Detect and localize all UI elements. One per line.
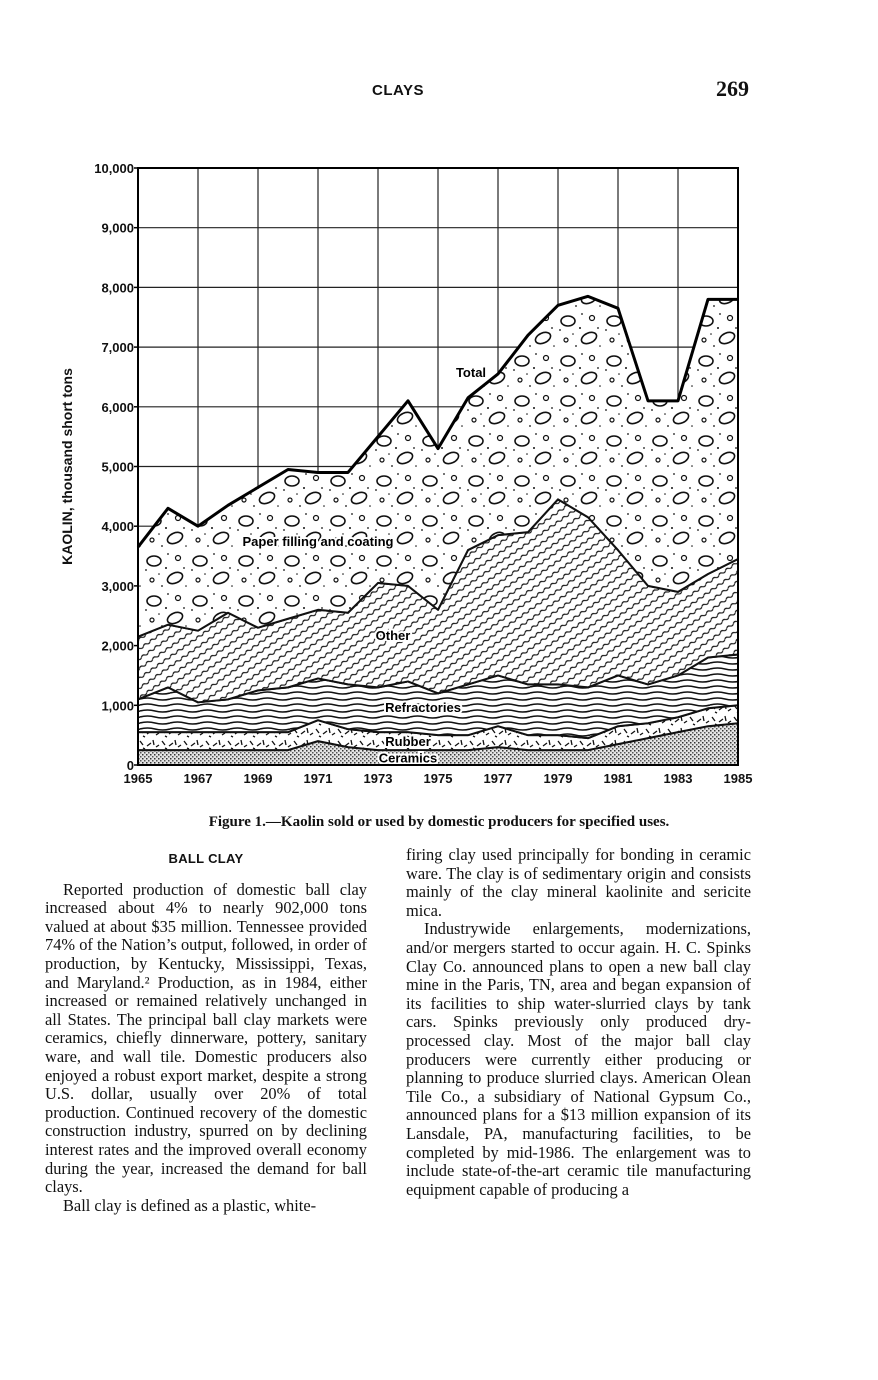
paragraph: firing clay used principally for bonding in ceramic ware. The clay is of sedimentary origin and consists mainly of the clay mineral kaolinite and sericite mica.	[406, 845, 751, 920]
y-tick-label: 9,000	[101, 220, 134, 236]
y-tick-label: 0	[126, 758, 134, 773]
x-tick-label: 1971	[303, 771, 333, 786]
x-tick-label: 1975	[423, 771, 453, 786]
running-head	[0, 76, 878, 104]
x-tick-label: 1979	[543, 771, 573, 786]
series-label-2: Refractories	[385, 699, 461, 715]
x-tick-label: 1969	[243, 771, 273, 786]
y-tick-label: 1,000	[101, 698, 134, 714]
figure-caption: Figure 1.—Kaolin sold or used by domestic producers for specified uses.	[208, 814, 670, 830]
series-label-1: Rubber	[385, 734, 431, 750]
total-label: Total	[455, 364, 487, 380]
y-tick-label: 7,000	[101, 340, 134, 356]
paragraph: Industrywide enlargements, modernizations, and/or mergers started to occur again. H. C. Spinks Clay Co. announced plans to open a new ball clay mine in the Paris, TN, area and began expansion of its facilities to ship water-slurried clays by tank cars. Spinks previously only produced dry-processed clay. Most of the major ball clay producers were currently either producing or planning to produce slurried clays. American Olean Tile Co., a subsidiary of National Gypsum Co., announced plans for a $13 million expansion of its Lansdale, PA, manufacturing facilities, to be completed by mid-1986. The enlargement was to include state-of-the-art ceramic tile manufacturing equipment capable of producing a	[406, 919, 751, 1199]
y-tick-label: 10,000	[94, 161, 134, 176]
series-label-0: Ceramics	[378, 750, 438, 766]
x-tick-label: 1965	[123, 771, 153, 786]
paragraph: Ball clay is defined as a plastic, white-	[63, 1195, 317, 1215]
section-title: CLAYS	[372, 82, 424, 99]
x-tick-label: 1985	[723, 771, 753, 786]
paragraph: Reported production of domestic ball clay increased about 4% to nearly 902,000 tons valued at about $35 million. Tennessee provided 74% of the Nation’s output, followed, in order of production, by Kentucky, Mississippi, Texas, and Maryland.² Production, as in 1984, either increased or remained relatively unchanged in all States. The principal ball clay markets were ceramics, chiefly dinnerware, pottery, sanitary ware, and wall tile. Domestic producers also enjoyed a robust export market, despite a strong U.S. dollar, usually over 20% of total production. Continued recovery of the domestic construction industry, spurred on by declining interest rates and the improved overall economy during the year, increased the demand for ball clays.	[45, 879, 367, 1197]
right-column	[406, 846, 751, 1199]
kaolin-area-chart	[50, 150, 770, 800]
x-tick-label: 1973	[363, 771, 393, 786]
series-label-4: Paper filling and coating	[242, 534, 394, 550]
y-tick-label: 8,000	[101, 280, 134, 296]
x-tick-label: 1983	[663, 771, 693, 786]
series-label-3: Other	[375, 628, 411, 644]
page-number: 269	[716, 76, 749, 101]
x-tick-label: 1967	[183, 771, 213, 786]
x-tick-label: 1977	[483, 771, 513, 786]
y-tick-label: 5,000	[101, 459, 134, 475]
y-tick-label: 4,000	[101, 519, 134, 535]
y-tick-label: 2,000	[101, 638, 134, 654]
y-tick-label: 3,000	[101, 578, 134, 594]
y-tick-label: 6,000	[101, 399, 134, 415]
left-column	[45, 846, 367, 1215]
section-heading: BALL CLAY	[168, 851, 244, 866]
y-axis-title: KAOLIN, thousand short tons	[59, 368, 75, 565]
x-tick-label: 1981	[603, 771, 633, 786]
